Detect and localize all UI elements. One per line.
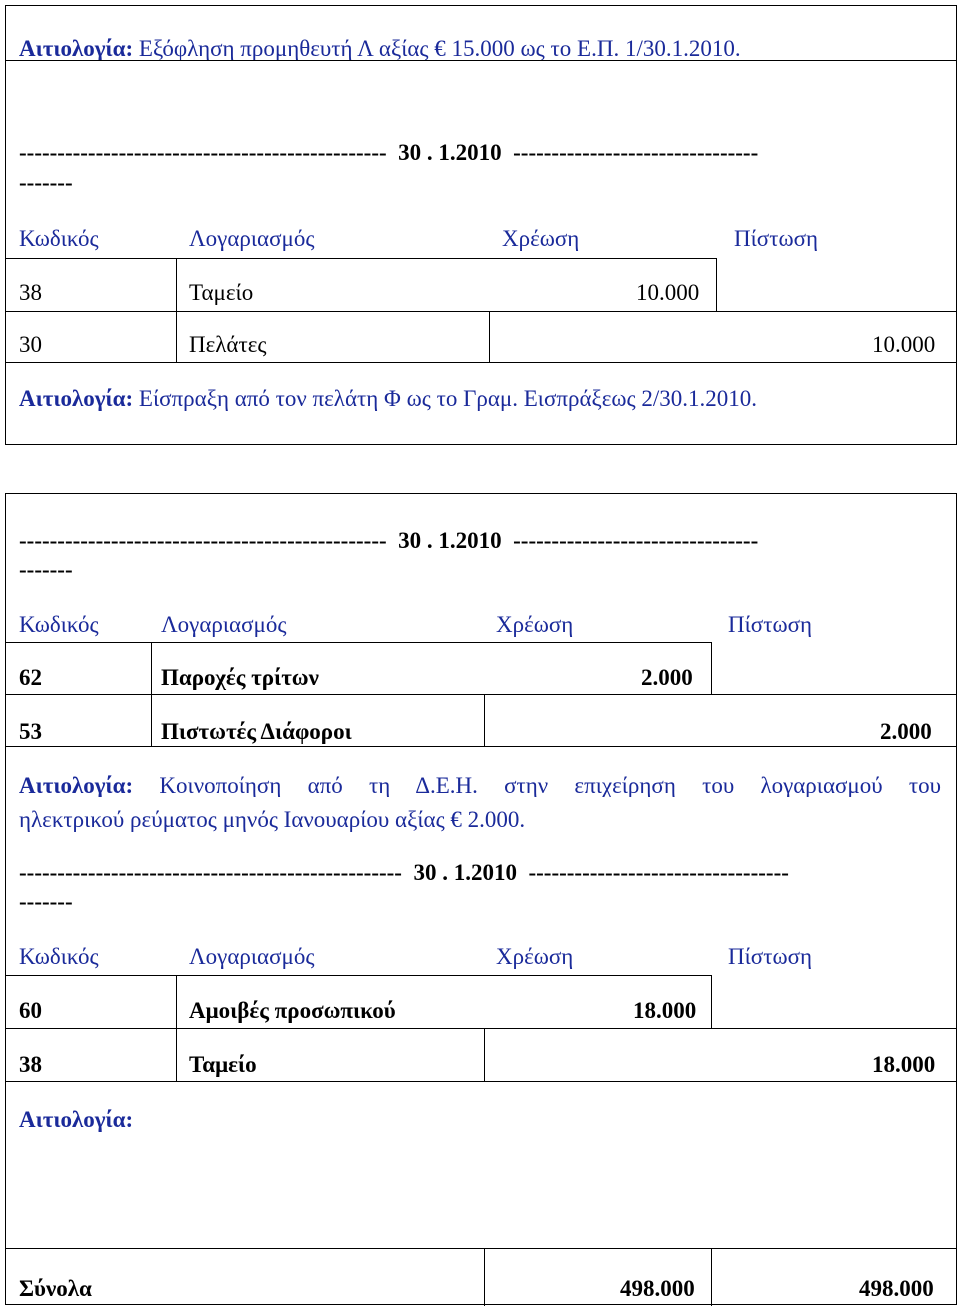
row-rule: [6, 1028, 956, 1029]
header-account: Λογαριασμός: [161, 612, 287, 637]
row-rule: [6, 746, 956, 747]
header-credit: Πίστωση: [734, 226, 819, 251]
row-code: 53: [19, 719, 42, 744]
reason-text: Είσπραξη από τον πελάτη Φ ως το Γραμ. Εισπράξεως 2/30.1.2010.: [138, 386, 758, 411]
header-code: Κωδικός: [19, 944, 99, 969]
row-credit: 2.000: [880, 719, 932, 744]
journal-date: 30 . 1.2010: [413, 860, 517, 885]
entry3-date-line: [19, 529, 758, 552]
header-code: Κωδικός: [19, 612, 99, 637]
row-code: 62: [19, 665, 42, 690]
header-debit: Χρέωση: [496, 612, 574, 637]
date-dashes-right: ----------------------------------: [528, 860, 789, 885]
journal-date: 30 . 1.2010: [398, 140, 502, 165]
entry3-box: [5, 493, 957, 1305]
row-debit: 10.000: [636, 280, 700, 305]
date-dashes-left: --------------------------------------------------: [19, 860, 402, 885]
header-credit: Πίστωση: [728, 944, 813, 969]
row-account: Πιστωτές Διάφοροι: [161, 719, 352, 744]
row-account: Ταμείο: [189, 1052, 257, 1077]
date-dashes-wrap: -------: [19, 889, 73, 914]
column-rule: [484, 694, 485, 746]
date-dashes-wrap: -------: [19, 557, 73, 582]
row-account: Ταμείο: [189, 280, 254, 305]
column-rule: [711, 1248, 712, 1306]
entry2-date-line: [19, 141, 758, 164]
reason-text: Κοινοποίηση από τη Δ.Ε.Η. στην επιχείρηση του λογαριασμού του: [159, 774, 941, 797]
totals-credit: 498.000: [859, 1276, 934, 1301]
row-rule: [6, 1081, 956, 1082]
reason-text-continued: ηλεκτρικού ρεύματος μηνός Ιανουαρίου αξίας € 2.000.: [19, 807, 526, 832]
totals-rule: [6, 1248, 956, 1249]
column-rule: [484, 1028, 485, 1081]
column-rule: [711, 642, 712, 694]
row-rule: [6, 642, 711, 643]
row-code: 38: [19, 1052, 42, 1077]
entry2-box: [5, 60, 957, 445]
row-credit: 10.000: [872, 332, 936, 357]
row-rule: [6, 694, 956, 695]
header-code: Κωδικός: [19, 226, 99, 251]
totals-label: Σύνολα: [19, 1276, 92, 1301]
row-rule: [6, 258, 716, 259]
row-rule: [6, 975, 711, 976]
reason-label: Αιτιολογία:: [19, 774, 134, 797]
date-dashes-left: ------------------------------------------------: [19, 528, 387, 553]
row-account: Πελάτες: [189, 332, 267, 357]
header-account: Λογαριασμός: [189, 944, 315, 969]
row-debit: 18.000: [633, 998, 697, 1023]
reason-label: Αιτιολογία:: [19, 36, 134, 61]
row-code: 60: [19, 998, 42, 1023]
column-rule: [484, 1248, 485, 1306]
totals-debit: 498.000: [620, 1276, 695, 1301]
column-rule: [489, 311, 490, 362]
row-credit: 18.000: [872, 1052, 936, 1077]
row-account: Παροχές τρίτων: [161, 665, 319, 690]
entry3-reason: [19, 774, 941, 797]
reason-text: Εξόφληση προμηθευτή Λ αξίας € 15.000 ως το Ε.Π. 1/30.1.2010.: [138, 36, 741, 61]
row-code: 30: [19, 332, 42, 357]
date-dashes-wrap: -------: [19, 170, 73, 195]
header-credit: Πίστωση: [728, 612, 813, 637]
header-debit: Χρέωση: [496, 944, 574, 969]
journal-date: 30 . 1.2010: [398, 528, 502, 553]
row-rule: [6, 311, 956, 312]
row-account: Αμοιβές προσωπικού: [189, 998, 396, 1023]
column-rule: [176, 258, 177, 362]
entry1-reason: [19, 37, 741, 60]
row-code: 38: [19, 280, 42, 305]
column-rule: [711, 975, 712, 1028]
entry4-date-line: [19, 861, 789, 884]
header-account: Λογαριασμός: [189, 226, 315, 251]
entry4-reason-label: Αιτιολογία:: [19, 1107, 134, 1132]
entry1-box: [5, 5, 957, 61]
date-dashes-right: --------------------------------: [513, 140, 759, 165]
header-debit: Χρέωση: [502, 226, 580, 251]
date-dashes-right: --------------------------------: [513, 528, 759, 553]
row-rule: [6, 362, 956, 363]
date-dashes-left: ------------------------------------------------: [19, 140, 387, 165]
reason-label: Αιτιολογία:: [19, 386, 134, 411]
row-debit: 2.000: [641, 665, 693, 690]
column-rule: [716, 258, 717, 311]
entry2-reason: [19, 387, 757, 410]
